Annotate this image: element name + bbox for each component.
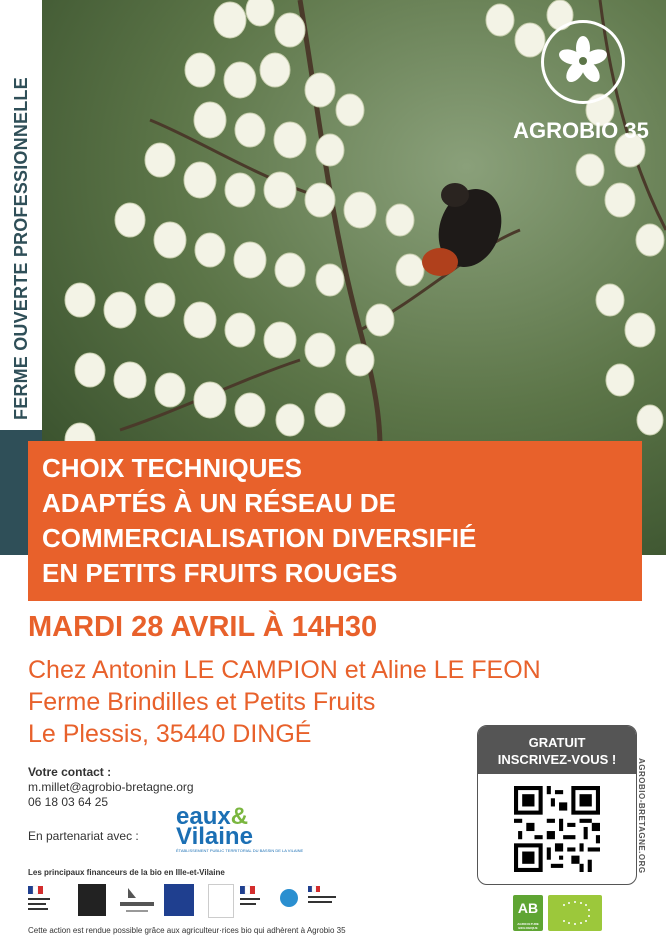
- partner-logo-amp: &: [230, 803, 249, 830]
- funders-title: Les principaux financeurs de la bio en Ille-et-Vilaine: [28, 868, 225, 877]
- title-line: COMMERCIALISATION DIVERSIFIÉ: [42, 523, 477, 553]
- ab-label-logo: [513, 895, 543, 931]
- funder-logo[interactable]: [278, 884, 300, 916]
- funder-logo[interactable]: [240, 884, 262, 916]
- logo-circle: [541, 20, 625, 104]
- registration-header: [478, 726, 636, 774]
- event-date: MARDI 28 AVRIL À 14H30: [28, 611, 378, 643]
- partner-logo-word: eaux: [176, 803, 231, 830]
- contact-email[interactable]: m.millet@agrobio-bretagne.org: [28, 780, 194, 794]
- title-box: [28, 441, 642, 601]
- funder-logo[interactable]: [78, 884, 106, 916]
- funders-logos: [28, 884, 348, 916]
- side-label: FERME OUVERTE PROFESSIONNELLE: [11, 77, 31, 420]
- title-line: CHOIX TECHNIQUES: [42, 453, 303, 483]
- funder-logo[interactable]: [164, 884, 194, 916]
- partner-logo-line2: Vilaine: [176, 823, 253, 850]
- partner-label: En partenariat avec :: [28, 829, 139, 843]
- place-line: Le Plessis, 35440 DINGÉ: [28, 720, 312, 748]
- website-url[interactable]: AGROBIO-BRETAGNE.ORG: [637, 758, 646, 874]
- contact-label: Votre contact :: [28, 765, 112, 779]
- funder-logo[interactable]: [308, 884, 338, 916]
- funder-logo[interactable]: [28, 884, 50, 916]
- ab-label-sub: AGRICULTURE BIOLOGIQUE: [517, 922, 539, 930]
- funder-logo[interactable]: [120, 884, 154, 916]
- contact-phone[interactable]: 06 18 03 64 25: [28, 795, 109, 809]
- eu-leaf-icon: [548, 895, 602, 931]
- title-line: EN PETITS FRUITS ROUGES: [42, 558, 398, 588]
- funder-logo[interactable]: [208, 884, 234, 918]
- flower-icon: [544, 23, 622, 101]
- place-line: Chez Antonin LE CAMPION et Aline LE FEON: [28, 656, 541, 684]
- place-line: Ferme Brindilles et Petits Fruits: [28, 688, 376, 716]
- registration-card[interactable]: [477, 725, 637, 885]
- title-line: ADAPTÉS À UN RÉSEAU DE: [42, 488, 396, 518]
- logo-name: AGROBIO 35: [513, 118, 649, 143]
- register-label: INSCRIVEZ-VOUS !: [497, 752, 617, 767]
- eu-organic-leaf-logo: [548, 895, 602, 931]
- ab-label-text: AB: [517, 900, 539, 916]
- qr-code-icon[interactable]: [514, 786, 600, 872]
- bee-illustration: [422, 180, 512, 276]
- free-label: GRATUIT: [528, 735, 586, 750]
- footer-note: Cette action est rendue possible grâce aux agriculteur·rices bio qui adhèrent à Agrobio 35: [28, 926, 346, 935]
- partner-logo-sub: ÉTABLISSEMENT PUBLIC TERRITORIAL DU BASSIN DE LA VILAINE: [176, 848, 304, 853]
- agrobio-logo[interactable]: [513, 18, 653, 158]
